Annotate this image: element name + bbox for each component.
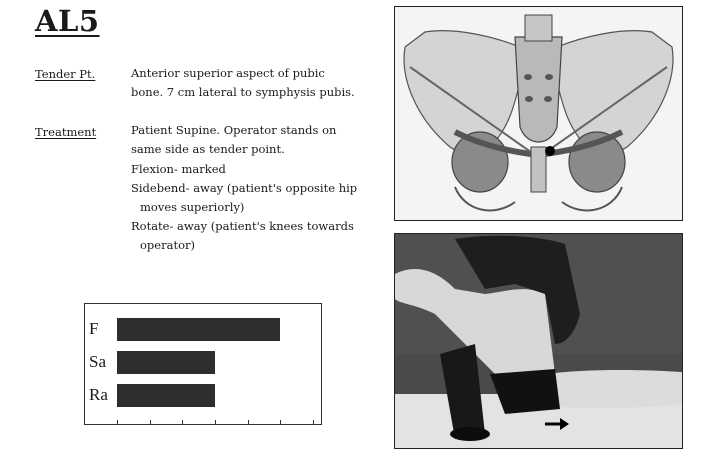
treatment-line: Sidebend- away (patient's opposite hip [131,181,358,195]
x-axis-tick [150,420,151,424]
x-axis-tick [280,420,281,424]
motion-bar-chart [84,303,322,425]
bar-label-f: F [89,319,99,338]
bar-sa [117,351,215,374]
treatment-photo-drawing [395,234,682,448]
treatment-line: operator) [140,238,195,252]
treatment-line: Flexion- marked [131,162,226,176]
treatment-line: Patient Supine. Operator stands on [131,123,337,137]
x-axis-tick [215,420,216,424]
tender-point-line: bone. 7 cm lateral to symphysis pubis. [131,85,355,99]
bar-ra [117,384,215,407]
treatment-label: Treatment [35,125,97,139]
treatment-line: same side as tender point. [131,142,285,156]
tender-point-label: Tender Pt. [35,67,96,81]
bar-label-ra: Ra [89,385,108,404]
pelvis-illustration [394,6,683,221]
treatment-line: moves superiorly) [140,200,245,214]
page-title: AL5 [35,4,100,38]
bar-f [117,318,280,341]
bar-label-sa: Sa [89,352,106,371]
x-axis-tick [117,420,118,424]
treatment-photo [394,233,683,449]
tender-point-line: Anterior superior aspect of pubic [131,66,325,80]
pelvis-drawing [395,7,682,220]
tender-point-marker [545,146,555,156]
treatment-line: Rotate- away (patient's knees towards [131,219,354,233]
x-axis-tick [313,420,314,424]
x-axis-tick [182,420,183,424]
x-axis-tick [248,420,249,424]
